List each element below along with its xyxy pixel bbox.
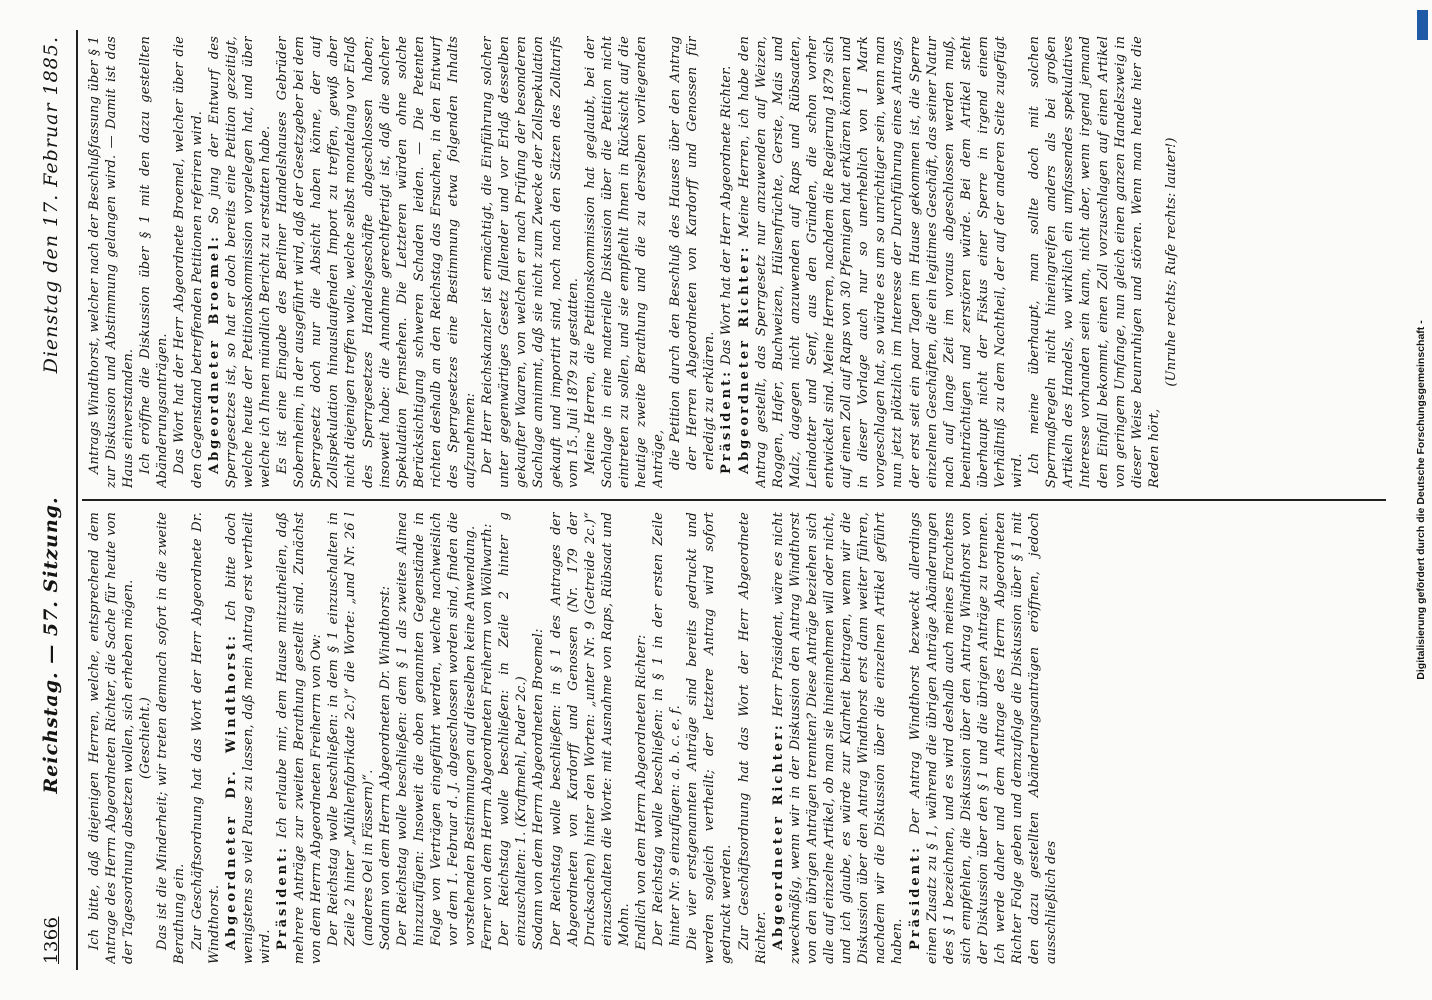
paragraph-text: Der Reichstag wolle beschließen: in dem § 1 einzuschalten in Zeile 2 hinter „Mühlenfabrikate 2c.)“ die Worte: „und Nr. 26 l (anderes Oel in Fässern)“. (326, 512, 376, 946)
running-header (40, 36, 70, 964)
speaker-name: Präsident: (275, 845, 291, 950)
paragraph (479, 36, 582, 488)
paragraph (633, 512, 650, 964)
paragraph-text: Zur Geschäftsordnung hat das Wort der Herr Abgeordnete Dr. Windthorst. (189, 512, 222, 964)
paragraph-text: Der Herr Reichskanzler ist ermächtigt, die Einführung solcher unter gegenwärtiges Gesetz fallender und vor Erlaß desselben gekaufter Waaren, von welchen er nach Prüfung der besonderen Sachlage annimmt, daß sie nicht zum Zwecke der Zollspekulation gekauft und importirt sind, noch nach den Sätzen des Zolltarifs vom 15. Juli 1879 zu gestatten. (480, 36, 581, 488)
paragraph-text: Ich meine überhaupt, man sollte doch mit solchen Sperrmaßregeln nicht hineingreifen anders als bei großen Artikeln des Handels, wo wirklich ein umfassendes spekulatives Interesse vorhanden sein kann, nicht aber, wenn irgend jemand den Einfall bekommt, einen Zoll vorzuschlagen auf einen Artikel von geringem Umfange, nun gleich einen ganzen Handelszweig in dieser Weise beunruhigen und stören. Wenn man heute hier die Reden hört, (1027, 36, 1162, 488)
paragraph-text: Meine Herren, die Petitionskommission hat geglaubt, bei der Sachlage in eine materielle Diskussion über die Petition nicht eintreten zu sollen, und sie empfiehlt Ihnen in Rücksicht auf die heutige zweite Berathung und die zu derselben vorliegenden Anträge, (582, 36, 667, 488)
paragraph-text: Sodann von dem Herrn Abgeordneten Dr. Windthorst: (377, 585, 393, 950)
header-rule (76, 30, 78, 970)
speaker-name: Präsident: (719, 369, 735, 474)
paragraph (223, 512, 274, 964)
stage-direction (137, 512, 154, 964)
paragraph (907, 512, 1061, 964)
paragraph (530, 512, 547, 964)
paragraph-text: Der Reichstag wolle beschließen: in § 1 in der ersten Zeile hinter Nr. 9 einzufügen: a. b. c. e. f. (651, 512, 684, 946)
paragraph-text: Das Wort hat der Herr Abgeordnete Richter. (719, 65, 735, 370)
paragraph (206, 36, 274, 488)
paragraph (189, 512, 223, 964)
speaker-name: Abgeordneter Richter: (736, 244, 752, 474)
credit-text: Digitalisierung gefördert durch die Deutsche Forschungsgemeinschaft - (1415, 320, 1427, 680)
paragraph (154, 512, 188, 964)
paragraph-text: Der Reichstag wolle beschließen: in Zeile 2 hinter g einzuschalten: 1. (Kraftmehl, Puder 2c.) (497, 512, 530, 946)
right-column (86, 36, 1386, 488)
paragraph-text: Das ist die Minderheit; wir treten demnach sofort in die zweite Berathung ein. (155, 512, 188, 964)
paragraph (1026, 36, 1163, 488)
speaker-name: Abgeordneter Dr. Windthorst: (223, 633, 239, 950)
paragraph-text: Es ist eine Eingabe des Berliner Handelshauses Gebrüder Sobernheim, in der ausgeführt wird, daß der Gesetzgeber bei dem Sperrgesetz doch nur die Absicht haben könne, der auf Zollspekulation hinauslaufenden Import zu treffen, gewiß aber nicht diejenigen treffen wolle, welche selbst monatelang vor Erlaß des Sperrgesetzes Handelsgeschäfte abgeschlossen haben; insoweit habe: die Annahme gerechtfertigt ist, daß die solcher Spekulation fernstehen. Die Letzteren würden ohne solche Berücksichtigung schweren Schaden leiden. — Die Petenten richten deshalb an den Reichstag das Ersuchen, in den Entwurf des Sperrgesetzes eine Bestimmung etwa folgenden Inhalts aufzunehmen: (275, 36, 479, 488)
paragraph-text: Antrags Windthorst, welcher nach der Beschlußfassung über § 1 zur Diskussion und Abstimmung gelangen wird. — Damit ist das Haus einverstanden. (87, 36, 137, 488)
paragraph-text: Zur Geschäftsordnung hat das Wort der Herr Abgeordnete Richter. (736, 512, 769, 964)
paragraph (582, 36, 667, 488)
paragraph-text: So jung der Entwurf des Sperrgesetzes ist, so hat er doch bereits eine Petition gezeitigt, welche heute der Petitionskommission vorgelegen hat, und über welche ich Ihnen mündlich Bericht zu erstatten habe. (206, 36, 273, 488)
paragraph-text: die Petition durch den Beschluß des Hauses über den Antrag der Herren Abgeordneten von Kardorff und Genossen für erledigt zu erklären. (668, 36, 718, 470)
paragraph (377, 512, 394, 964)
paragraph-text: (Unruhe rechts; Rufe rechts: lauter!) (1163, 137, 1179, 387)
paragraph-text: Endlich von dem Herrn Abgeordneten Richter: (634, 634, 649, 950)
paragraph (171, 36, 205, 488)
motion-text (667, 36, 718, 488)
document-page (16, 30, 1416, 970)
paragraph (684, 512, 735, 964)
paragraph (479, 512, 496, 964)
session-title: Reichstag. — 57. Sitzung. (40, 496, 62, 794)
digitization-credit (1411, 0, 1431, 1000)
paragraph (736, 36, 1027, 488)
paragraph-text: Herr Präsident, wäre es nicht zweckmäßig, wenn wir in der Diskussion den Antrag Windthorst von den übrigen Anträgen trennten? Diese Anträge beziehen sich alle auf einzelne Artikel, ob man sie hineinnehmen will oder nicht, und ich glaube, es würde zur Klarheit beitragen, wenn wir die Diskussion über den Antrag Windthorst erst dann weiter führen, nachdem wir die Diskussion über die einzelnen Artikel geführt haben. (770, 512, 906, 964)
motion-text (325, 512, 376, 964)
motion-text (394, 512, 479, 964)
paragraph (736, 512, 770, 964)
paragraph (137, 36, 171, 488)
paragraph-text: Das Wort hat der Herr Abgeordnete Broemel, welcher über die den Gegenstand betreffenden Petitionen referiren wird. (172, 36, 205, 488)
dfg-logo (1417, 10, 1428, 40)
left-column (86, 512, 1386, 964)
column-divider (82, 499, 1386, 501)
speaker-name: Präsident: (907, 845, 923, 950)
stage-direction (1163, 36, 1180, 488)
paragraph (86, 512, 137, 964)
paragraph-text: Ich eröffne die Diskussion über § 1 mit den dazu gestellten Abänderungsanträgen. (138, 36, 171, 488)
paragraph-text: Ferner von dem Herrn Abgeordneten Freiherrn von Wöllwarth: (480, 523, 496, 950)
paragraph-text: Meine Herren, ich habe den Antrag gestellt, das Sperrgesetz nur anzuwenden auf Weizen, Roggen, Hafer, Buchweizen, Hülsenfrüchte, Gerste, Mais und Malz, dagegen nicht anzuwenden auf Raps und Rübsaaten, Leindotter und Senf, aus den Gründen, die schon vorher entwickelt sind. Meine Herren, nachdem die Regierung 1879 sich auf einen Zoll auf Raps von 30 Pfennigen hat erklären können und in dieser Vorlage auch nur so unerheblich von 1 Mark vorgeschlagen hat, so würde es um so unrichtiger sein, wenn man nun jetzt plötzlich im Interesse der Durchführung eines Antrags, der erst seit ein paar Tagen im Hause gekommen ist, die Sperre einzelnen Geschäften, die ein legitimes Geschäft, das seiner Natur nach auf lange Zeit im voraus abgeschlossen werden muß, beeinträchtigen und zerstören würde. Bei dem Artikel steht überhaupt nicht der Fiskus einer Sperre in irgend einem Verhältniß zu dem Nachtheil, der auf der anderen Seite zugefügt wird. (736, 36, 1026, 488)
motion-text (650, 512, 684, 964)
paragraph-text: Ich erlaube mir, dem Hause mitzutheilen, daß mehrere Anträge zur zweiten Berathung gestellt sind. Zunächst von dem Herrn Abgeordneten Freiherrn von Ow: (275, 512, 325, 964)
paragraph-text: Der Reichstag wolle beschließen: dem § 1 als zweites Alinea hinzuzufügen: Insoweit die oben genannten Gegenstände in Folge von Verträgen eingeführt werden, welche nachweislich vor dem 1. Februar d. J. abgeschlossen worden sind, finden die vorstehenden Bestimmungen auf dieselben keine Anwendung. (394, 512, 479, 946)
session-date: Dienstag den 17. Februar 1885. (40, 36, 62, 374)
paragraph (274, 512, 325, 964)
motion-text (496, 512, 530, 964)
speaker-name: Abgeordneter Broemel: (206, 234, 222, 474)
paragraph-text: Sodann von dem Herrn Abgeordneten Broemel: (531, 628, 547, 950)
paragraph-text: Ich bitte, daß diejenigen Herren, welche, entsprechend dem Antrage des Herrn Abgeordneten Richter, die Sache für heute von der Tagesordnung absetzen wollen, sich erheben mögen. (87, 512, 137, 964)
motion-text (548, 512, 633, 964)
paragraph-text: Der Reichstag wolle beschließen: in § 1 des Antrages der Abgeordneten von Kardorff und Genossen (Nr. 179 der Drucksachen) hinter den Worten: „unter Nr. 9 (Getreide 2c.)“ einzuschalten die Worte: mit Ausnahme von Raps, Rübsaat und Mohn. (548, 512, 632, 946)
paragraph-text: Der Antrag Windthorst bezweckt allerdings einen Zusatz zu § 1, während die übrigen Anträge Abänderungen des § 1 bezeichnen, und es wird deshalb auch meines Erachtens sich empfehlen, die Diskussion über den Antrag Windthorst von der Diskussion über den § 1 und die übrigen Anträge zu trennen. Ich werde daher und dem Antrage des Herrn Abgeordneten Richter Folge geben und demzufolge die Diskussion über § 1 mit den dazu gestellten Abänderungsanträgen eröffnen, jedoch ausschließlich des (907, 512, 1060, 964)
paragraph (274, 36, 479, 488)
paragraph-text: Ich bitte doch wenigstens so viel Pause zu lassen, daß mein Antrag erst vertheilt wird. (223, 512, 273, 964)
paragraph-text: Die vier erstgenannten Anträge sind bereits gedruckt und werden sogleich vertheilt; der letztere Antrag wird sofort gedruckt werden. (685, 512, 735, 964)
speaker-name: Abgeordneter Richter: (770, 722, 786, 950)
paragraph (718, 36, 735, 488)
paragraph (86, 36, 137, 488)
paragraph (770, 512, 907, 964)
page-number: 1366 (41, 916, 62, 964)
paragraph-text: (Geschieht.) (138, 697, 154, 779)
